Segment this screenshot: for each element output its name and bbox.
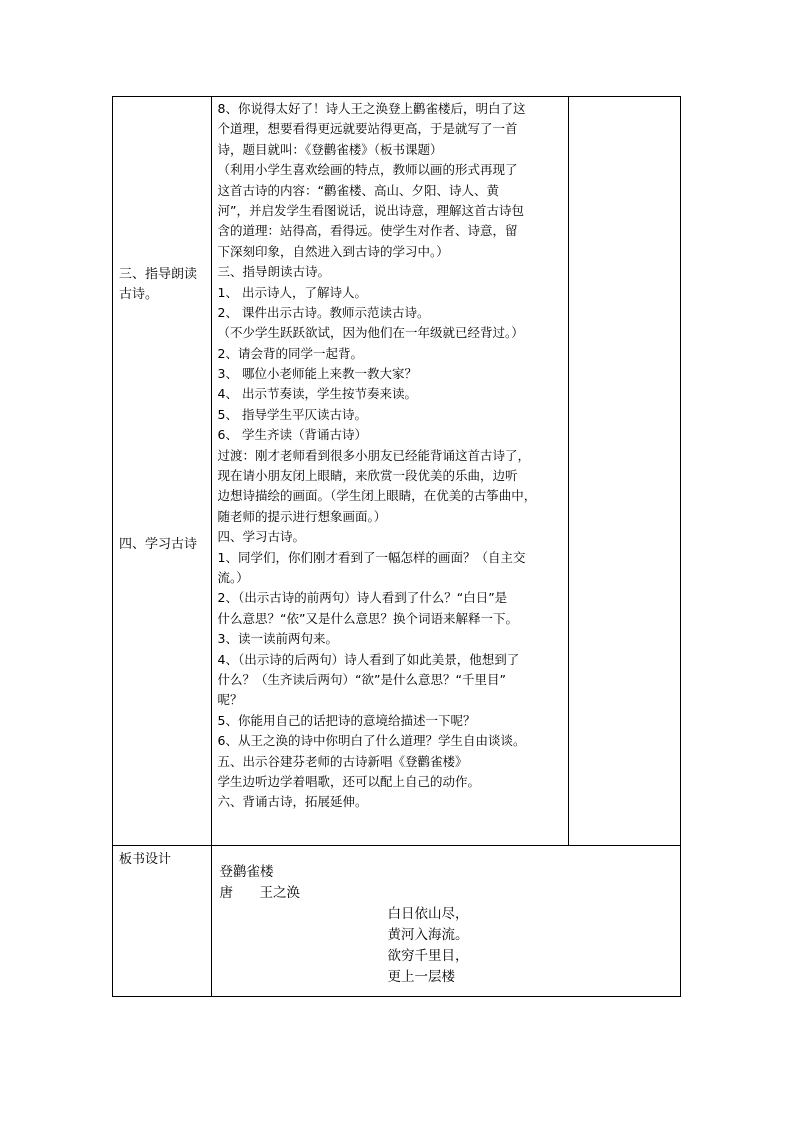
text-line: 4、（出示诗的后两句）诗人看到了如此美景，他想到了: [217, 651, 520, 667]
text-line: 6、从王之涣的诗中你明白了什么道理？学生自由谈谈。: [217, 733, 526, 749]
text-line: 这首古诗的内容：“鹳雀楼、高山、夕阳、诗人、黄: [217, 182, 499, 198]
text-line: 3、读一读前两句来。: [217, 631, 338, 647]
text-line: 个道理，想要看得更远就要站得更高，于是就写了一首: [217, 121, 518, 137]
poem-line-2: 黄河入海流。: [387, 927, 469, 943]
text-line: 河”，并启发学生看图说话，说出诗意，理解这首古诗包: [217, 202, 524, 218]
text-line: 4、 出示节奏读，学生按节奏来读。: [217, 386, 417, 402]
board-design-row: [113, 846, 681, 997]
text-line: 含的道理：站得高，看得远。使学生对作者、诗意，留: [217, 223, 518, 239]
text-line: （不少学生跃跃欲试，因为他们在一年级就已经背过。）: [217, 325, 524, 341]
teaching-process-cell: [211, 97, 569, 846]
poem-line-4: 更上一层楼: [387, 969, 456, 985]
text-line: 流。）: [217, 569, 249, 585]
text-line: 6、 学生齐读（背诵古诗）: [217, 427, 367, 443]
text-line: 什么？（生齐读后两句）“欲”是什么意思？“千里目”: [217, 671, 506, 687]
text-line: 2、 课件出示古诗。教师示范读古诗。: [217, 304, 430, 320]
board-label-cell: [113, 846, 212, 997]
text-line: 过渡：刚才老师看到很多小朋友已经能背诵这首古诗了，: [217, 447, 531, 463]
text-line: 什么意思？“依”又是什么意思？换个词语来解释一下。: [217, 610, 518, 626]
lesson-steps-row: [113, 97, 681, 846]
text-line: 三、指导朗读古诗。: [217, 264, 331, 280]
text-line: 2、请会背的同学一起背。: [217, 345, 363, 361]
poem-line-1: 白日依山尽，: [387, 906, 469, 922]
board-title: 登鹳雀楼: [219, 864, 274, 880]
text-line: 四、学习古诗。: [217, 529, 306, 545]
lesson-table: [112, 96, 681, 997]
poem-line-3: 欲穷千里目，: [387, 948, 469, 964]
text-line: 3、 哪位小老师能上来教一教大家？: [217, 366, 417, 382]
text-line: 随老师的提示进行想象画面。）: [217, 508, 387, 524]
text-line: 下深刻印象，自然进入到古诗的学习中。）: [217, 243, 449, 259]
board-content-cell: [211, 846, 680, 997]
text-line: 1、 出示诗人，了解诗人。: [217, 284, 367, 300]
text-line: 呢？: [217, 692, 243, 708]
teaching-process-text: [212, 97, 569, 815]
section-4-label: 四、学习古诗: [119, 537, 198, 552]
text-line: 2、（出示古诗的前两句）诗人看到了什么？“白日”是: [217, 590, 508, 606]
text-line: 5、 指导学生平仄读古诗。: [217, 406, 367, 422]
notes-cell: [569, 97, 681, 846]
section-label-cell: [113, 97, 212, 846]
text-line: 学生边听边学着唱歌，还可以配上自己的动作。: [217, 773, 481, 789]
text-line: （利用小学生喜欢绘画的特点，教师以画的形式再现了: [217, 162, 518, 178]
text-line: 五、出示谷建芬老师的古诗新唱《登鹳雀楼》: [217, 753, 468, 769]
section-3-label-line1: 三、指导朗读: [119, 267, 198, 282]
board-dynasty: 唐: [219, 885, 234, 901]
text-line: 现在请小朋友闭上眼睛，来欣赏一段优美的乐曲，边听: [217, 468, 518, 484]
text-line: 诗，题目就叫：《登鹳雀楼》（板书课题）: [217, 141, 443, 157]
text-line: 8、你说得太好了！诗人王之涣登上鹳雀楼后，明白了这: [217, 101, 526, 116]
board-author: 王之涣: [259, 885, 301, 901]
section-3-label-line2: 古诗。: [119, 287, 159, 302]
text-line: 1、同学们，你们刚才看到了一幅怎样的画面？（自主交: [217, 549, 526, 565]
text-line: 5、你能用自己的话把诗的意境给描述一下呢？: [217, 712, 476, 728]
text-line: 六、背诵古诗，拓展延伸。: [217, 794, 368, 810]
text-line: 边想诗描绘的画面。（学生闭上眼睛，在优美的古筝曲中，: [217, 488, 537, 504]
board-design-label: 板书设计: [119, 852, 172, 867]
